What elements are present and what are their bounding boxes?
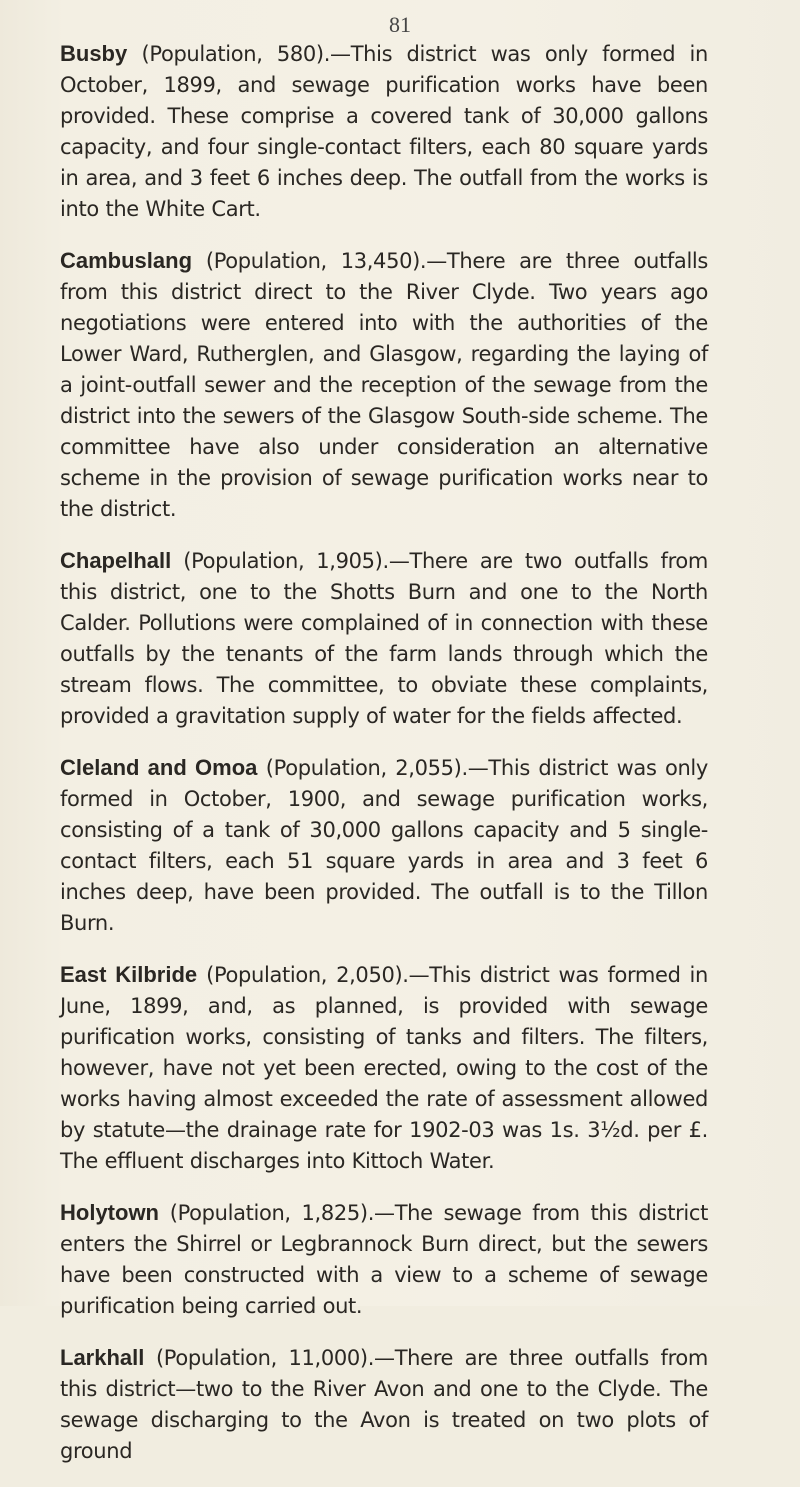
place-name: Larkhall — [60, 1345, 145, 1370]
entry-cleland-and-omoa — [60, 752, 708, 939]
entry-busby — [60, 38, 708, 225]
place-name: Chapelhall — [60, 548, 172, 573]
entry-larkhall — [60, 1342, 708, 1467]
entry-chapelhall — [60, 545, 708, 732]
place-name: Cambuslang — [60, 248, 193, 273]
entry-text: (Population, 580).—This district was only formed in October, 1899, and sewage purification works have been provided. These comprise a covered tank of 30,000 gallons capacity, and four single-contact filters, each 80 square yards in area, and 3 feet 6 inches deep. The outfall from the works is into the White Cart. — [60, 42, 708, 221]
place-name: East Kilbride — [60, 962, 198, 987]
place-name: Cleland and Omoa — [60, 755, 258, 780]
entry-text: (Population, 11,000).—There are three outfalls from this district—two to the River Avon and one to the Clyde. The sewage discharging to the Avon is treated on two plots of ground — [60, 1346, 708, 1463]
place-name: Busby — [60, 41, 128, 66]
entry-text: (Population, 1,905).—There are two outfalls from this district, one to the Shotts Burn and one to the North Calder. Pollutions were complained of in connection with these outfalls by the tenants of the farm lands through which the stream flows. The committee, to obviate these complaints, provided a gravitation supply of water for the fields affected. — [60, 549, 708, 728]
entry-text: (Population, 1,825).—The sewage from this district enters the Shirrel or Legbrannock Burn direct, but the sewers have been constructed with a view to a scheme of sewage purification being carried out. — [60, 1201, 708, 1318]
entry-east-kilbride — [60, 959, 708, 1177]
entry-cambuslang — [60, 245, 708, 525]
entry-holytown — [60, 1197, 708, 1322]
entry-text: (Population, 2,050).—This district was formed in June, 1899, and, as planned, is provided with sewage purification works, consisting of tanks and filters. The filters, however, have not yet been erected, owing to the cost of the works having almost exceeded the rate of assessment allowed by statute—the drainage rate for 1902-03 was 1s. 3½d. per £. The effluent discharges into Kittoch Water. — [60, 963, 708, 1173]
entry-text: (Population, 2,055).—This district was only formed in October, 1900, and sewage purification works, consisting of a tank of 30,000 gallons capacity and 5 single-contact filters, each 51 square yards in area and 3 feet 6 inches deep, have been provided. The outfall is to the Tillon Burn. — [60, 756, 708, 935]
page-body — [60, 38, 708, 1487]
entry-text: (Population, 13,450).—There are three outfalls from this district direct to the River Clyde. Two years ago negotiations were entered into with the authorities of the Lower Ward, Rutherglen, and Glasgow, regarding the laying of a joint-outfall sewer and the reception of the sewage from the district into the sewers of the Glasgow South-side scheme. The committee have also under consideration an alternative scheme in the provision of sewage purification works near to the district. — [60, 249, 708, 521]
page-number: 81 — [389, 12, 411, 37]
place-name: Holytown — [60, 1200, 159, 1225]
